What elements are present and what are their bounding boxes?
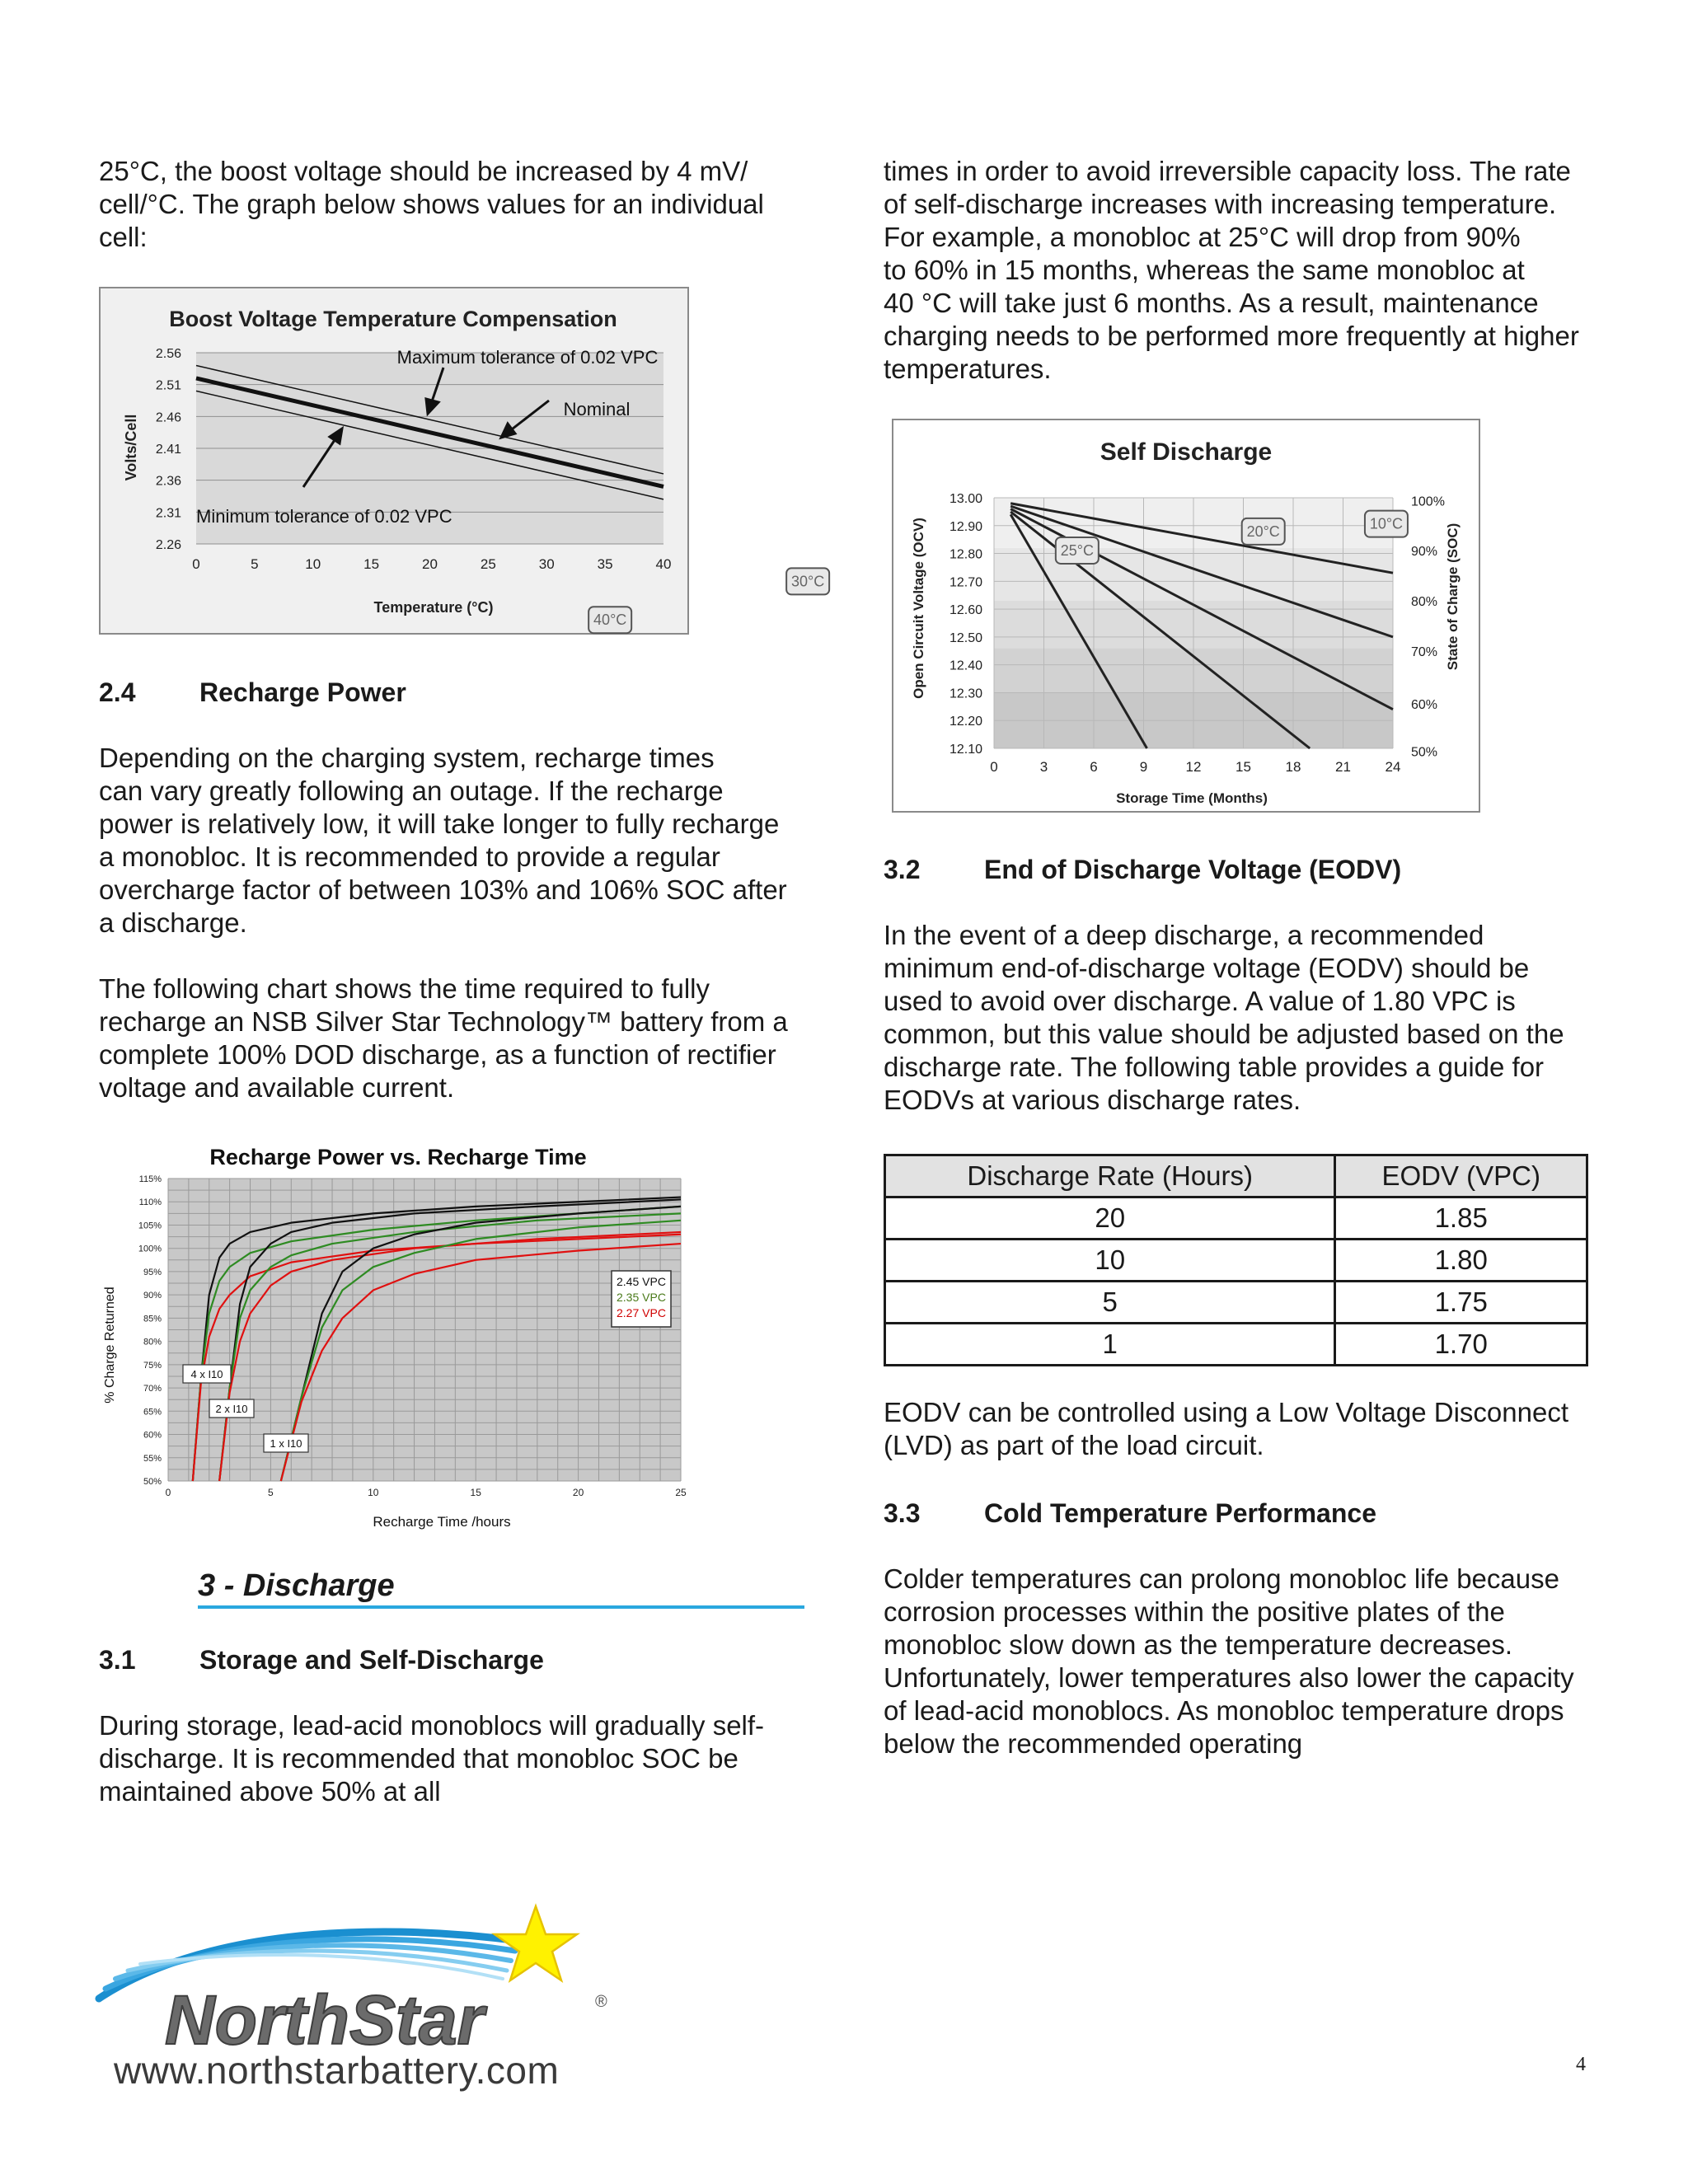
legend-2-45-vpc: 2.45 VPC: [617, 1275, 666, 1288]
legend-2-27-vpc: 2.27 VPC: [617, 1306, 666, 1319]
table-cell: 20: [885, 1197, 1335, 1240]
text-line: can vary greatly following an outage. If the recharge: [99, 776, 724, 806]
current-label-2xI10: [209, 1399, 254, 1418]
lvd-paragraph: [884, 1396, 1601, 1462]
text-line: 25°C, the boost voltage should be increased by 4 mV/: [99, 156, 748, 186]
y-tick-label: 75%: [143, 1360, 162, 1371]
registered-mark: ®: [595, 1993, 607, 2011]
y-tick-label: 2.26: [155, 538, 181, 552]
x-tick-label: 15: [363, 556, 380, 572]
y-tick-label: 12.40: [949, 658, 982, 673]
page-number: 4: [1576, 2054, 1586, 2075]
svg-text:30°C: 30°C: [791, 573, 825, 590]
y-tick-label: 2.51: [155, 378, 181, 393]
svg-text:4 x I10: 4 x I10: [190, 1368, 223, 1380]
min-tolerance-annotation: Minimum tolerance of 0.02 VPC: [196, 506, 452, 527]
y-tick-label: 12.60: [949, 603, 982, 618]
svg-text:2 x I10: 2 x I10: [215, 1403, 248, 1415]
recharge-paragraph-1: [99, 742, 816, 940]
x-tick-label: 24: [1385, 759, 1401, 775]
text-line: cell/°C. The graph below shows values for an individual: [99, 189, 764, 219]
x-tick-label: 6: [1090, 759, 1098, 775]
x-tick-label: 20: [422, 556, 438, 572]
temp-label-25c: [1056, 537, 1099, 564]
intro-paragraph-left: [99, 155, 816, 254]
text-line: (LVD) as part of the load circuit.: [884, 1430, 1264, 1460]
table-row: [885, 1197, 1587, 1240]
y-tick-label: 12.20: [949, 715, 982, 729]
table-cell: 1.80: [1335, 1240, 1587, 1282]
text-line: For example, a monobloc at 25°C will drop from 90%: [884, 222, 1521, 252]
y-tick-label: 100%: [138, 1244, 162, 1254]
recharge-power-chart-svg: [97, 1137, 699, 1533]
temp-label-40c: [588, 607, 631, 633]
y-tick-label: 55%: [143, 1453, 162, 1464]
table-cell: 5: [885, 1282, 1335, 1324]
y-tick-label: 12.50: [949, 630, 982, 645]
y-tick-label: 12.70: [949, 575, 982, 590]
section-number: 3.3: [884, 1498, 921, 1528]
text-line: overcharge factor of between 103% and 106% SOC after: [99, 874, 787, 905]
northstar-logo: [91, 1900, 626, 2059]
x-tick-label: 0: [192, 556, 200, 572]
x-tick-label: 5: [268, 1487, 274, 1498]
y2-tick-label: 60%: [1411, 697, 1438, 712]
text-line: Colder temperatures can prolong monobloc life because: [884, 1563, 1559, 1594]
y2-tick-label: 50%: [1411, 745, 1438, 760]
website-url[interactable]: www.northstarbattery.com: [114, 2049, 560, 2092]
svg-text:10°C: 10°C: [1369, 515, 1404, 532]
section-3-2-heading: [884, 853, 1601, 886]
x-tick-label: 0: [990, 759, 998, 775]
x-tick-label: 15: [1236, 759, 1251, 775]
text-line: monobloc slow down as the temperature decreases.: [884, 1629, 1513, 1660]
y-axis-label: Open Circuit Voltage (OCV): [911, 518, 926, 699]
intro-paragraph-right: [884, 155, 1601, 386]
y-tick-label: 95%: [143, 1267, 162, 1277]
text-line: power is relatively low, it will take longer to fully recharge: [99, 808, 780, 839]
table-cell: 1: [885, 1324, 1335, 1366]
y-tick-label: 2.56: [155, 347, 181, 361]
section-3-1-heading: [99, 1643, 816, 1676]
x-tick-label: 20: [572, 1487, 584, 1498]
text-line: EODVs at various discharge rates.: [884, 1085, 1301, 1115]
text-line: a discharge.: [99, 907, 247, 938]
eodv-paragraph: [884, 919, 1601, 1117]
y-tick-label: 2.41: [155, 443, 181, 457]
x-tick-label: 18: [1285, 759, 1301, 775]
text-line: During storage, lead-acid monoblocs will gradually self-: [99, 1710, 765, 1741]
text-line: discharge rate. The following table provides a guide for: [884, 1052, 1545, 1082]
x-tick-label: 10: [368, 1487, 379, 1498]
y-tick-label: 2.46: [155, 410, 181, 425]
temp-label-20c: [1242, 518, 1285, 545]
x-axis-label: Storage Time (Months): [1116, 790, 1268, 806]
current-label-4xI10: [183, 1365, 231, 1383]
y-tick-label: 90%: [143, 1291, 162, 1301]
legend-2-35-vpc: 2.35 VPC: [617, 1291, 666, 1304]
x-tick-label: 15: [470, 1487, 481, 1498]
table-row: [885, 1282, 1587, 1324]
cold-temp-paragraph: [884, 1563, 1601, 1760]
y-tick-label: 85%: [143, 1314, 162, 1324]
text-line: temperatures.: [884, 354, 1052, 384]
y-tick-label: 60%: [143, 1430, 162, 1441]
table-cell: 1.85: [1335, 1197, 1587, 1240]
text-line: a monobloc. It is recommended to provide a regular: [99, 841, 720, 872]
text-line: The following chart shows the time required to fully: [99, 973, 710, 1004]
temp-label-30c: [786, 568, 829, 594]
boost-voltage-chart-svg: [99, 287, 689, 635]
eodv-table: [884, 1154, 1588, 1366]
x-tick-label: 10: [305, 556, 321, 572]
y-tick-label: 12.90: [949, 519, 982, 534]
table-cell: 1.70: [1335, 1324, 1587, 1366]
y2-tick-label: 100%: [1411, 494, 1445, 509]
x-tick-label: 3: [1039, 759, 1048, 775]
section-number: 3.2: [884, 855, 921, 884]
y-tick-label: 80%: [143, 1337, 162, 1347]
temp-label-10c: [1365, 511, 1408, 537]
x-tick-label: 35: [597, 556, 613, 572]
y2-axis-label: State of Charge (SOC): [1445, 523, 1461, 671]
y-tick-label: 50%: [143, 1477, 162, 1487]
y-tick-label: 2.31: [155, 506, 181, 521]
x-tick-label: 0: [165, 1487, 171, 1498]
y-tick-label: 12.80: [949, 547, 982, 562]
text-line: below the recommended operating: [884, 1728, 1303, 1759]
chart-title: Self Discharge: [1100, 438, 1273, 466]
y-tick-label: 115%: [138, 1174, 162, 1184]
text-line: of self-discharge increases with increasing temperature.: [884, 189, 1557, 219]
text-line: used to avoid over discharge. A value of 1.80 VPC is: [884, 986, 1516, 1016]
y-tick-label: 110%: [138, 1197, 162, 1208]
table-cell: 1.75: [1335, 1282, 1587, 1324]
text-line: 40 °C will take just 6 months. As a result, maintenance: [884, 288, 1539, 318]
table-row: [885, 1324, 1587, 1366]
boost-voltage-chart: [99, 287, 689, 639]
x-tick-label: 12: [1185, 759, 1202, 775]
table-header-row: [885, 1155, 1587, 1197]
y-tick-label: 13.00: [949, 492, 982, 506]
text-line: of lead-acid monoblocs. As monobloc temperature drops: [884, 1695, 1564, 1726]
y2-tick-label: 70%: [1411, 644, 1438, 659]
y-tick-label: 105%: [138, 1221, 162, 1231]
section-title: End of Discharge Voltage (EODV): [984, 855, 1402, 884]
x-tick-label: 30: [538, 556, 555, 572]
svg-text:25°C: 25°C: [1060, 541, 1094, 559]
text-line: discharge. It is recommended that monobloc SOC be: [99, 1743, 738, 1774]
svg-text:40°C: 40°C: [593, 612, 627, 629]
y-axis-label: % Charge Returned: [103, 1286, 117, 1404]
section-2-4-heading: [99, 676, 816, 709]
x-tick-label: 25: [480, 556, 496, 572]
text-line: maintained above 50% at all: [99, 1776, 441, 1807]
text-line: complete 100% DOD discharge, as a function of rectifier: [99, 1039, 776, 1070]
nominal-annotation: Nominal: [563, 399, 631, 419]
svg-text:20°C: 20°C: [1246, 523, 1280, 540]
x-axis-label: Recharge Time /hours: [373, 1514, 511, 1530]
text-line: recharge an NSB Silver Star Technology™ battery from a: [99, 1006, 788, 1037]
section-title: Recharge Power: [199, 677, 406, 707]
legend-box: [612, 1271, 671, 1327]
storage-paragraph: [99, 1709, 816, 1808]
section-number: 3.1: [99, 1645, 136, 1675]
y-tick-label: 2.36: [155, 474, 181, 489]
section-title: Cold Temperature Performance: [984, 1498, 1376, 1528]
table-cell: 10: [885, 1240, 1335, 1282]
text-line: Depending on the charging system, recharge times: [99, 743, 715, 773]
text-line: common, but this value should be adjusted based on the: [884, 1019, 1564, 1049]
section-number: 2.4: [99, 677, 136, 707]
y-tick-label: 12.30: [949, 687, 982, 701]
recharge-paragraph-2: [99, 972, 816, 1104]
x-tick-label: 25: [675, 1487, 687, 1498]
x-tick-label: 40: [655, 556, 672, 572]
y2-tick-label: 90%: [1411, 545, 1438, 560]
recharge-power-chart: [97, 1137, 699, 1537]
y-axis-label: Volts/Cell: [123, 414, 139, 481]
svg-text:1 x I10: 1 x I10: [270, 1437, 302, 1450]
text-line: corrosion processes within the positive plates of the: [884, 1596, 1505, 1627]
logo-wordmark: NorthStar: [165, 1981, 485, 2059]
text-line: minimum end-of-discharge voltage (EODV) should be: [884, 953, 1530, 983]
x-tick-label: 9: [1139, 759, 1148, 775]
text-line: In the event of a deep discharge, a recommended: [884, 920, 1484, 950]
y-tick-label: 12.10: [949, 743, 982, 757]
x-tick-label: 5: [251, 556, 259, 572]
y-tick-label: 70%: [143, 1384, 162, 1394]
x-tick-label: 21: [1335, 759, 1351, 775]
text-line: to 60% in 15 months, whereas the same monobloc at: [884, 255, 1525, 285]
text-line: EODV can be controlled using a Low Voltage Disconnect: [884, 1397, 1568, 1427]
y2-tick-label: 80%: [1411, 594, 1438, 609]
text-line: cell:: [99, 222, 148, 252]
text-line: voltage and available current.: [99, 1072, 455, 1103]
current-label-1xI10: [264, 1434, 308, 1452]
text-line: times in order to avoid irreversible capacity loss. The rate: [884, 156, 1571, 186]
text-line: charging needs to be performed more frequently at higher: [884, 321, 1579, 351]
table-header: Discharge Rate (Hours): [885, 1155, 1335, 1197]
chart-title: Recharge Power vs. Recharge Time: [209, 1145, 587, 1169]
section-3-3-heading: [884, 1497, 1601, 1530]
chart-title: Boost Voltage Temperature Compensation: [169, 307, 617, 331]
table-header: EODV (VPC): [1335, 1155, 1587, 1197]
discharge-section-title: 3 - Discharge: [198, 1566, 804, 1609]
table-row: [885, 1240, 1587, 1282]
max-tolerance-annotation: Maximum tolerance of 0.02 VPC: [396, 347, 659, 368]
text-line: Unfortunately, lower temperatures also lower the capacity: [884, 1662, 1574, 1693]
x-axis-label: Temperature (°C): [373, 599, 494, 616]
y-tick-label: 65%: [143, 1407, 162, 1418]
section-title: Storage and Self-Discharge: [199, 1645, 544, 1675]
